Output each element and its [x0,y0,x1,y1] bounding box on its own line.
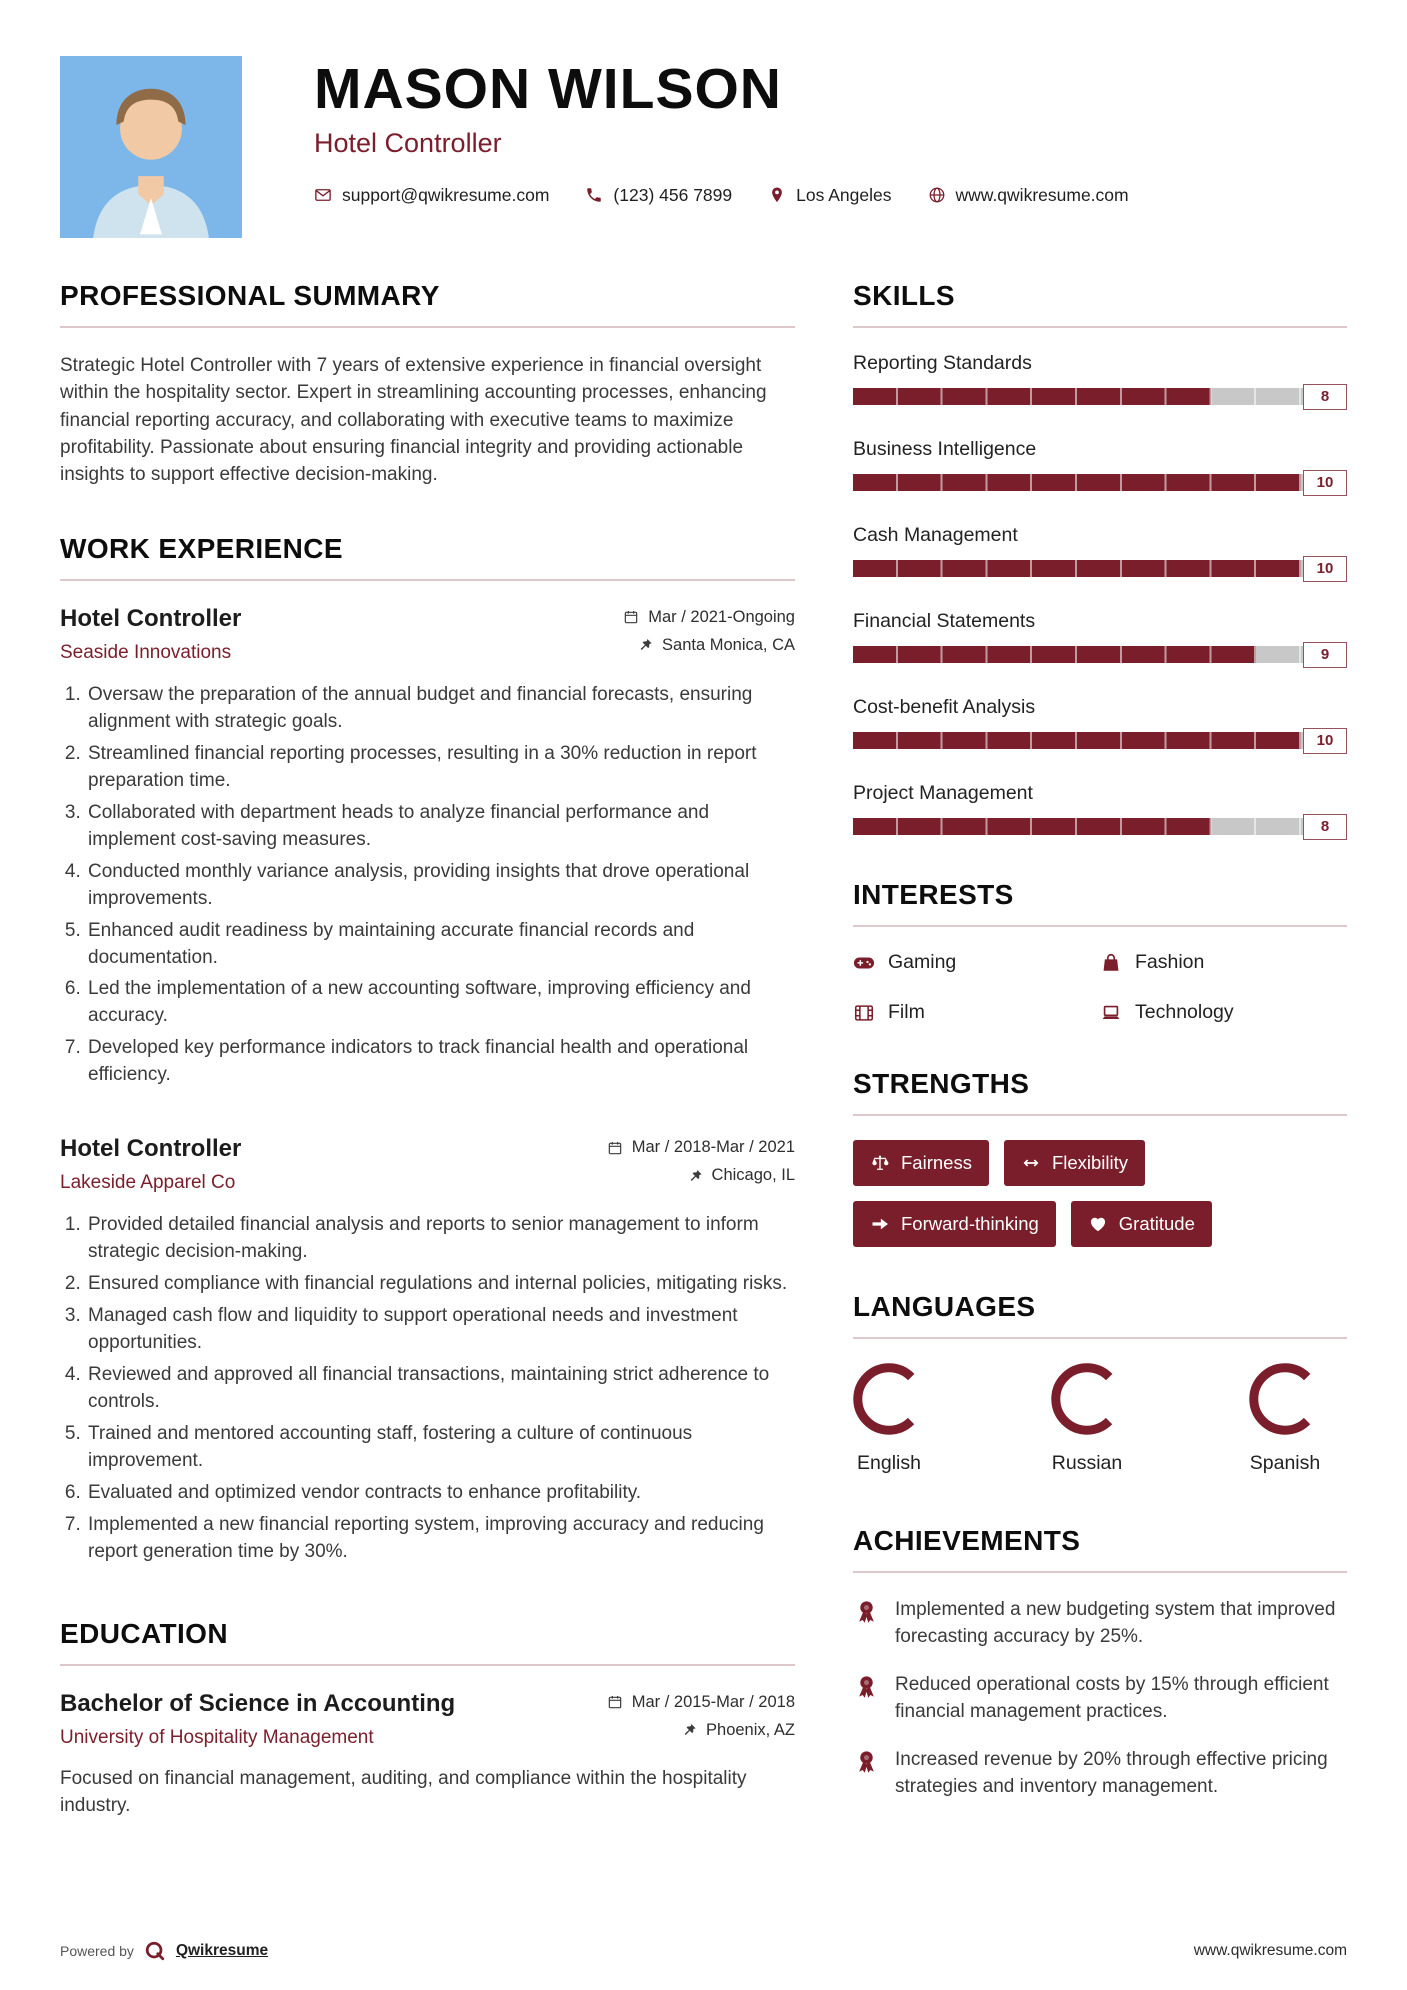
job-entry [60,1135,795,1566]
interests-heading: INTERESTS [853,879,1347,927]
achievements-list [853,1597,1347,1801]
job-dates-row [607,1138,795,1157]
arrows-left-right-icon [1021,1153,1041,1173]
contact-website-text: www.qwikresume.com [955,184,1129,205]
mail-icon [314,186,332,204]
summary-heading: PROFESSIONAL SUMMARY [60,280,795,328]
interests-grid [853,951,1347,1024]
interest-item [853,951,1100,974]
skill-value-badge: 8 [1303,814,1347,840]
education-location: Phoenix, AZ [706,1720,795,1739]
job-location-row [623,636,795,655]
achievement-text: Reduced operational costs by 15% through efficient financial management practices. [895,1674,1329,1722]
job-bullet: 1. Oversaw the preparation of the annual budget and financial forecasts, ensuring alignment with strategic goals. [86,682,795,736]
skills-heading: SKILLS [853,280,1347,328]
achievement-item [853,1747,1347,1800]
work-heading: WORK EXPERIENCE [60,533,795,581]
interest-label: Fashion [1135,951,1205,973]
strengths-heading: STRENGTHS [853,1068,1347,1116]
language-ring [853,1363,925,1435]
interest-item [1100,1001,1347,1024]
job-bullet: 6. Evaluated and optimized vendor contracts to enhance profitability. [86,1480,795,1507]
interest-label: Technology [1135,1001,1234,1023]
section-interests [853,879,1347,1024]
award-ribbon-icon [853,1598,880,1625]
job-bullet: 3. Managed cash flow and liquidity to support operational needs and investment opportunities. [86,1303,795,1357]
handbag-icon [1100,952,1122,974]
job-bullet: 6. Led the implementation of a new accounting software, improving efficiency and accuracy. [86,976,795,1030]
skill-name: Financial Statements [853,610,1036,632]
skill-item [853,524,1347,577]
language-label: Spanish [1249,1452,1321,1474]
skill-item [853,438,1347,491]
job-bullet: 7. Implemented a new financial reporting system, improving accuracy and reducing report generation time by 30%. [86,1512,795,1566]
achievement-item [853,1672,1347,1725]
skill-name: Cash Management [853,524,1018,546]
strength-label: Fairness [901,1152,972,1173]
education-dates: Mar / 2015-Mar / 2018 [631,1692,795,1711]
interest-item [1100,951,1347,974]
education-dates-row [607,1693,795,1712]
profile-photo [60,56,242,238]
skill-value-badge: 10 [1303,728,1347,754]
education-heading: EDUCATION [60,1618,795,1666]
contact-phone-text: (123) 456 7899 [613,184,733,205]
job-location-row [607,1166,795,1185]
strength-chip [1071,1201,1212,1247]
pushpin-icon [637,637,653,653]
body-columns [60,280,1347,1823]
job-meta [607,1135,795,1194]
film-icon [853,1002,875,1024]
achievement-text: Increased revenue by 20% through effective pricing strategies and inventory management. [895,1749,1328,1797]
calendar-icon [607,1694,623,1710]
job-title: Hotel Controller [60,604,242,632]
section-education [60,1618,795,1820]
job-bullet-list [86,682,795,1090]
contact-location-text: Los Angeles [796,184,892,205]
job-title-block [60,1135,241,1194]
contact-email-text: support@qwikresume.com [342,184,550,205]
interest-label: Gaming [888,951,957,973]
left-column [60,280,795,1823]
section-work-experience [60,533,795,1566]
job-header [60,605,795,664]
job-title: Hotel Controller [60,1135,242,1163]
job-company: Lakeside Apparel Co [60,1172,236,1194]
strength-label: Gratitude [1118,1213,1195,1234]
skill-fill [853,646,1256,663]
education-title-block [60,1690,455,1749]
job-location: Santa Monica, CA [662,635,795,654]
achievement-text: Implemented a new budgeting system that improved forecasting accuracy by 25%. [895,1599,1336,1647]
contact-row [314,185,1129,206]
award-ribbon-icon [853,1748,880,1775]
contact-website[interactable] [928,185,1129,206]
job-dates: Mar / 2018-Mar / 2021 [631,1138,795,1157]
language-label: Russian [1051,1452,1123,1474]
job-bullet: 3. Collaborated with department heads to analyze financial performance and implement cost-saving measures. [86,800,795,854]
language-item [1249,1363,1321,1475]
skill-fill [853,560,1301,577]
profile-photo-image [60,56,242,238]
section-summary [60,280,795,489]
award-ribbon-icon [853,1673,880,1700]
job-bullet: 7. Developed key performance indicators to track financial health and operational efficiency. [86,1035,795,1089]
job-bullet-list [86,1212,795,1566]
language-ring [1051,1363,1123,1435]
skill-value-badge: 10 [1303,556,1347,582]
achievements-heading: ACHIEVEMENTS [853,1525,1347,1573]
job-location: Chicago, IL [711,1166,795,1185]
section-languages [853,1291,1347,1475]
skill-name: Business Intelligence [853,438,1037,460]
scales-icon [870,1153,890,1173]
powered-by [60,1940,268,1962]
education-degree: Bachelor of Science in Accounting [60,1689,456,1717]
skill-value-badge: 9 [1303,642,1347,668]
skill-value-badge: 8 [1303,384,1347,410]
calendar-icon [607,1140,623,1156]
education-description: Focused on financial management, auditing, and compliance within the hospitality industry. [60,1767,747,1817]
heart-icon [1088,1214,1108,1234]
strength-chip [853,1201,1056,1247]
skill-bar [853,474,1347,491]
summary-text: Strategic Hotel Controller with 7 years of extensive experience in financial oversight within the hospitality sector. Expert in streamlining accounting processes, enhancing financial reporting accuracy, and collaborating with executive teams to maximize profitability. Passionate about ensuring financial integrity and providing actionable insights to support effective decision-making. [60,355,767,486]
education-header [60,1690,795,1749]
job-title-block [60,605,241,664]
skill-item [853,352,1347,405]
skill-fill [853,474,1301,491]
header [60,56,1347,238]
job-company: Seaside Innovations [60,641,232,663]
arrow-right-icon [870,1214,890,1234]
map-pin-icon [768,186,786,204]
skill-name: Reporting Standards [853,352,1032,374]
skill-item [853,782,1347,835]
qwikresume-logo-icon [144,1940,166,1962]
job-dates-row [623,608,795,627]
phone-icon [585,186,603,204]
job-bullet: 2. Streamlined financial reporting processes, resulting in a 30% reduction in report preparation time. [86,741,795,795]
language-item [853,1363,925,1475]
job-entry [60,605,795,1090]
qwikresume-brand-link[interactable]: Qwikresume [175,1942,269,1959]
footer-site-url: www.qwikresume.com [1193,1942,1347,1959]
job-bullet: 2. Ensured compliance with financial regulations and internal policies, mitigating risks. [86,1271,795,1298]
skill-item [853,610,1347,663]
strength-label: Forward-thinking [901,1213,1039,1234]
language-label: English [857,1452,921,1474]
strength-chip [1004,1140,1145,1186]
skill-name: Cost-benefit Analysis [853,696,1036,718]
gamepad-icon [853,952,875,974]
achievement-item [853,1597,1347,1650]
contact-email[interactable] [314,185,549,206]
skill-name: Project Management [853,782,1033,804]
job-bullet: 1. Provided detailed financial analysis and reports to senior management to inform strategic decision-making. [86,1212,795,1266]
job-dates: Mar / 2021-Ongoing [648,607,795,626]
contact-location [768,185,891,206]
right-column [853,280,1347,1823]
skill-bar [853,560,1347,577]
skill-bar [853,646,1347,663]
skill-value-badge: 10 [1303,470,1347,496]
laptop-icon [1100,1002,1122,1024]
globe-icon [928,186,946,204]
calendar-icon [623,609,639,625]
skill-bar [853,818,1347,835]
strength-label: Flexibility [1051,1152,1129,1173]
header-info [314,56,1129,238]
contact-phone [585,185,732,206]
candidate-title: Hotel Controller [314,127,502,158]
job-bullet: 4. Conducted monthly variance analysis, providing insights that drove operational improvements. [86,859,795,913]
skill-item [853,696,1347,749]
pushpin-icon [681,1722,697,1738]
job-bullet: 4. Reviewed and approved all financial transactions, maintaining strict adherence to controls. [86,1362,795,1416]
language-ring [1249,1363,1321,1435]
section-strengths [853,1068,1347,1247]
footer [60,1940,1347,1962]
job-header [60,1135,795,1194]
pushpin-icon [687,1168,703,1184]
job-meta [623,605,795,664]
education-location-row [607,1721,795,1740]
strength-chip [853,1140,989,1186]
skill-fill [853,818,1211,835]
skill-bar [853,732,1347,749]
job-bullet: 5. Enhanced audit readiness by maintaining accurate financial records and documentation. [86,918,795,972]
powered-by-label: Powered by [60,1943,134,1959]
interest-item [853,1001,1100,1024]
section-achievements [853,1525,1347,1801]
section-skills [853,280,1347,835]
skill-fill [853,732,1301,749]
languages-heading: LANGUAGES [853,1291,1347,1339]
skill-bar [853,388,1347,405]
strengths-list [853,1140,1347,1247]
languages-list [853,1363,1347,1475]
candidate-name: MASON WILSON [314,57,782,121]
job-bullet: 5. Trained and mentored accounting staff, fostering a culture of continuous improvement. [86,1421,795,1475]
education-school: University of Hospitality Management [60,1726,374,1748]
education-meta [607,1690,795,1749]
interest-label: Film [888,1001,925,1023]
language-item [1051,1363,1123,1475]
skill-fill [853,388,1211,405]
